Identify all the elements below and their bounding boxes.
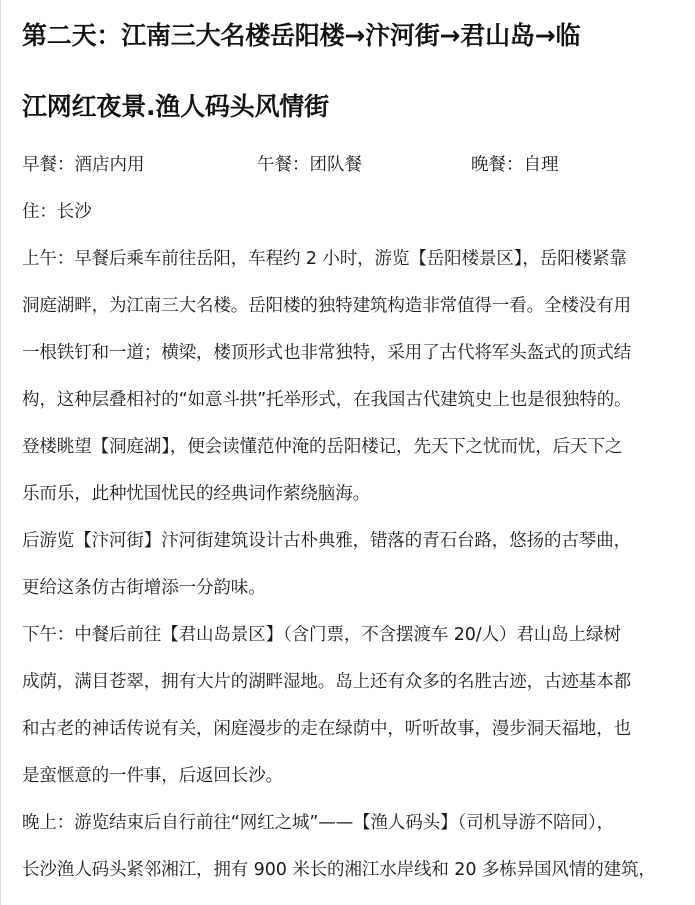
day-title-line-2: 江网红夜景.渔人码头风情街 [22, 92, 329, 121]
text-line: 上午：早餐后乘车前往岳阳，车程约 2 小时，游览【岳阳楼景区】，岳阳楼紧靠 [22, 249, 627, 269]
text-line: 是蛮惬意的一件事，后返回长沙。 [22, 766, 283, 786]
text-line: 更给这条仿古街增添一分韵味。 [22, 578, 266, 598]
text-line: 和古老的神话传说有关，闲庭漫步的走在绿荫中，听听故事，漫步洞天福地，也 [22, 719, 631, 739]
text-line: 后游览【汴河街】汴河街建筑设计古朴典雅，错落的青石台路，悠扬的古琴曲， [22, 531, 631, 551]
itinerary-document [22, 0, 682, 894]
text-line: 晚上：游览结束后自行前往“网红之城”——【渔人码头】（司机导游不陪同）， [22, 813, 615, 833]
text-line: 乐而乐，此种忧国忧民的经典词作萦绕脑海。 [22, 484, 370, 504]
afternoon-paragraph [22, 612, 682, 800]
bianhe-street-paragraph [22, 518, 682, 612]
accommodation-info: 住：长沙 [22, 202, 92, 222]
lunch-info: 午餐：团队餐 [257, 155, 362, 175]
text-line: 长沙渔人码头紧邻湘江，拥有 900 米长的湘江水岸线和 20 多栋异国风情的建筑， [22, 860, 656, 880]
text-line: 成荫，满目苍翠，拥有大片的湖畔湿地。岛上还有众多的名胜古迹，古迹基本都 [22, 672, 631, 692]
dinner-info: 晚餐：自理 [471, 155, 559, 175]
text-line: 一根铁钉和一道；横梁，楼顶形式也非常独特，采用了古代将军头盔式的顶式结 [22, 343, 631, 363]
page-left-border [0, 0, 1, 905]
meals-row [22, 142, 682, 189]
text-line: 构，这种层叠相衬的“如意斗拱”托举形式，在我国古代建筑史上也是很独特的。 [22, 390, 632, 410]
day-title-line-1: 第二天：江南三大名楼岳阳楼→汴河街→君山岛→临 [22, 21, 581, 50]
text-line: 登楼眺望【洞庭湖】，便会读懂范仲淹的岳阳楼记，先天下之忧而忧，后天下之 [22, 437, 623, 457]
text-line: 洞庭湖畔，为江南三大名楼。岳阳楼的独特建筑构造非常值得一看。全楼没有用 [22, 296, 631, 316]
evening-paragraph [22, 800, 682, 894]
text-line: 下午：中餐后前往【君山岛景区】（含门票，不含摆渡车 20/人）君山岛上绿树 [22, 625, 621, 645]
day-title [22, 0, 682, 142]
breakfast-info: 早餐：酒店内用 [22, 155, 145, 175]
morning-paragraph [22, 236, 682, 518]
